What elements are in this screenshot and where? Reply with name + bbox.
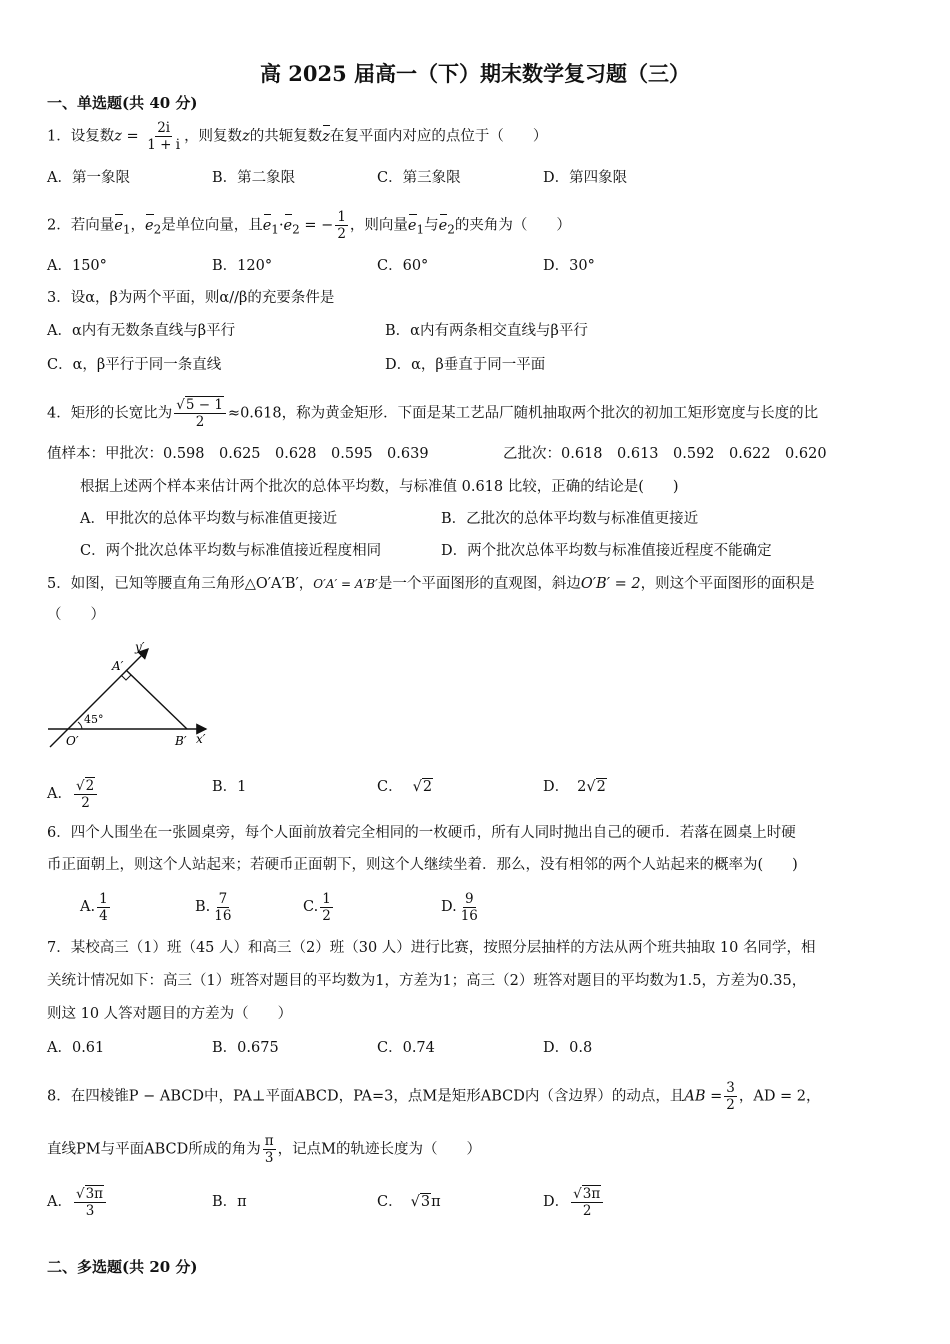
q3-option-c: C．α，β平行于同一条直线	[47, 357, 222, 373]
q2-option-c: C．60°	[377, 258, 429, 274]
question-3: 3．设α，β为两个平面，则α//β的充要条件是	[47, 290, 335, 306]
question-7-line3: 则这 10 人答对题目的方差为（ ）	[47, 1006, 293, 1022]
q6-option-b: B. $\frac{7}{16}$	[195, 890, 232, 924]
q5-triangle-figure	[40, 635, 230, 755]
label-b: B′	[175, 734, 187, 748]
q5-option-c: C． √2	[377, 779, 433, 795]
q2-option-b: B．120°	[212, 258, 273, 274]
section-single-choice: 一、单选题(共 40 分)	[47, 94, 198, 112]
q8-option-a: A． $\frac{√3\pi}{3}$	[47, 1185, 108, 1219]
question-6-line2: 币正面朝上，则这个人站起来；若硬币正面朝下，则这个人继续坐着．那么，没有相邻的两个人站起来的概率为( )	[47, 857, 798, 873]
q7-option-a: A．0.61	[47, 1040, 105, 1056]
q2-option-d: D．30°	[543, 258, 595, 274]
q8-option-c: C． √3π	[377, 1194, 441, 1210]
q4-option-d: D．两个批次总体平均数与标准值接近程度不能确定	[441, 543, 772, 559]
q5-option-d: D． 2√2	[543, 779, 606, 795]
label-o: O′	[66, 734, 79, 748]
q3-option-b: B．α内有两条相交直线与β平行	[385, 323, 588, 339]
q8-option-d: D． $\frac{√3\pi}{2}$	[543, 1185, 605, 1219]
question-2: 2．若向量$e_1$，$e_2$是单位向量，且$e_1\cdot e_2$ = − $\frac{1}{2}$ ，则向量$e_1$与$e_2$的夹角为（ ）	[47, 209, 571, 242]
question-7-line2: 关统计情况如下：高三（1）班答对题目的平均数为1，方差为1；高三（2）班答对题目的平均数为1.5，方差为0.35，	[47, 973, 807, 989]
q1-option-d: D．第四象限	[543, 170, 628, 186]
q7-option-d: D．0.8	[543, 1040, 593, 1056]
segment-ab	[126, 670, 187, 729]
question-7-line1: 7．某校高三（1）班（45 人）和高三（2）班（30 人）进行比赛，按照分层抽样的方法从两个班共抽取 10 名同学，相	[47, 940, 816, 956]
label-y: y′	[135, 640, 145, 654]
q7-option-c: C．0.74	[377, 1040, 435, 1056]
q5-option-a: A． $\frac{√2}{2}$	[47, 777, 99, 811]
q2-option-a: A．150°	[47, 258, 107, 274]
q4-sample-a: 值样本：甲批次：0.598 0.625 0.628 0.595 0.639	[47, 446, 429, 462]
label-angle: 45°	[84, 713, 104, 726]
q6-option-c: C. $\frac{1}{2}$	[303, 890, 331, 924]
q4-stem: 根据上述两个样本来估计两个批次的总体平均数，与标准值 0.618 比较，正确的结论是( )	[80, 479, 679, 495]
q4-option-c: C．两个批次总体平均数与标准值接近程度相同	[80, 543, 382, 559]
q4-option-a: A．甲批次的总体平均数与标准值更接近	[80, 511, 337, 527]
page-title: 高 2025 届高一（下）期末数学复习题（三）	[259, 61, 691, 86]
label-a: A′	[112, 659, 124, 673]
y-axis-line	[50, 649, 148, 747]
question-1: 1．设复数z = $\frac{2i}{1 + i}$ ，则复数z的共轭复数z在复平面内对应的点位于（ ）	[47, 120, 548, 153]
q1-fraction: $\frac{2i}{1 + i}$	[147, 120, 181, 153]
section-multi-choice: 二、多选题(共 20 分)	[47, 1258, 198, 1276]
q1-option-a: A．第一象限	[47, 170, 130, 186]
q5-option-b: B．1	[212, 779, 247, 795]
question-8-line1: 8．在四棱锥P − ABCD中，PA⊥平面ABCD，PA=3，点M是矩形ABCD内（含边界）的动点，且AB = $\frac{3}{2}$ ，AD = 2，	[47, 1080, 821, 1113]
label-x: x′	[196, 732, 206, 746]
q4-sample-b: 乙批次：0.618 0.613 0.592 0.622 0.620	[503, 446, 827, 462]
q7-option-b: B．0.675	[212, 1040, 279, 1056]
q8-option-b: B．π	[212, 1194, 247, 1210]
q2-fraction: $\frac{1}{2}$	[337, 209, 346, 242]
q1-option-b: B．第二象限	[212, 170, 296, 186]
q3-option-d: D．α，β垂直于同一平面	[385, 357, 546, 373]
golden-ratio-fraction: $\frac{√5 - 1}{2}$	[174, 397, 226, 430]
q4-option-b: B．乙批次的总体平均数与标准值更接近	[441, 511, 699, 527]
right-angle-mark	[121, 675, 131, 680]
question-6-line1: 6．四个人围坐在一张圆桌旁，每个人面前放着完全相同的一枚硬币，所有人同时抛出自己的硬币．若落在圆桌上时硬	[47, 825, 796, 841]
question-8-line2: 直线PM与平面ABCD所成的角为 $\frac{\pi}{3}$ ，记点M的轨迹长度为（ ）	[47, 1133, 481, 1166]
question-5: 5．如图，已知等腰直角三角形△O′A′B′，O′A′ = A′B′是一个平面图形的直观图，斜边O′B′ = 2，则这个平面图形的面积是	[47, 576, 815, 592]
q3-option-a: A．α内有无数条直线与β平行	[47, 323, 236, 339]
q6-option-d: D. $\frac{9}{16}$	[441, 890, 478, 924]
q1-option-c: C．第三象限	[377, 170, 461, 186]
q5-paren: （ ）	[47, 607, 105, 623]
question-4: 4．矩形的长宽比为 $\frac{√5 - 1}{2}$ ≈0.618，称为黄金矩形．下面是某工艺品厂随机抽取两个批次的初加工矩形宽度与长度的比	[47, 397, 819, 430]
q6-option-a: A. $\frac{1}{4}$	[80, 890, 108, 924]
angle-arc	[78, 722, 82, 729]
